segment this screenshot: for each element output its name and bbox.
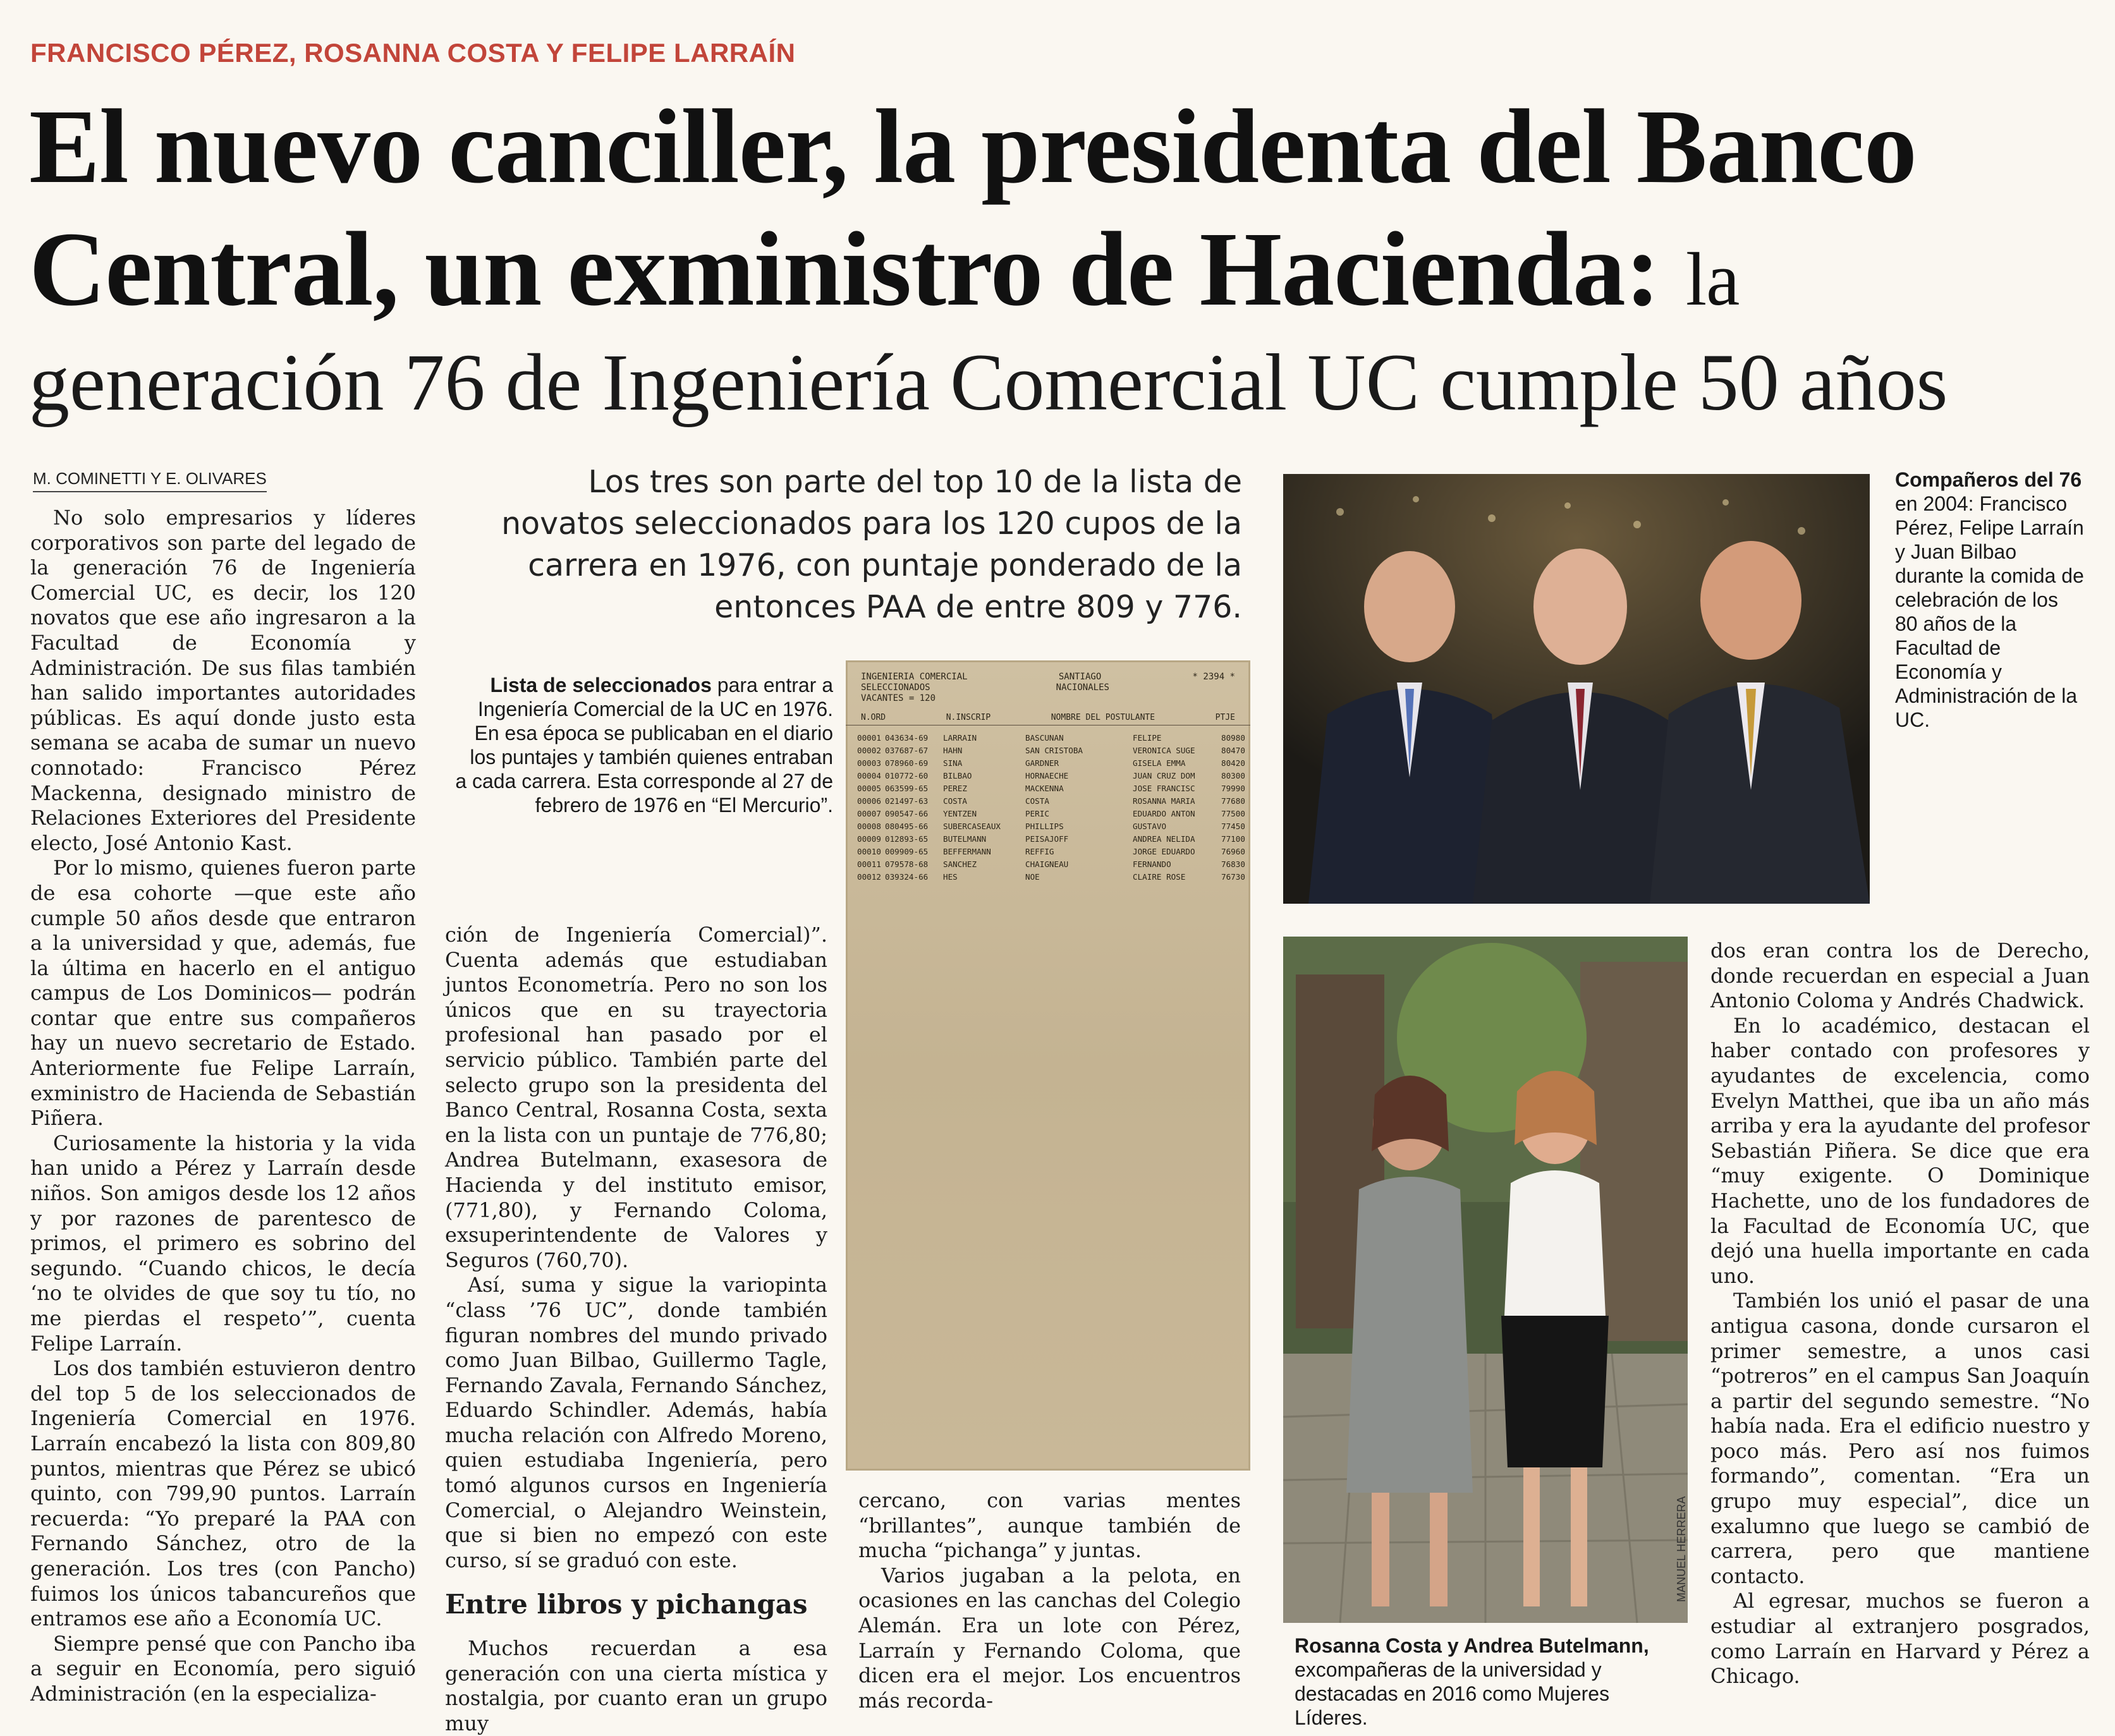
document-cell: 00007	[857, 809, 881, 818]
document-cell: 078960-69	[885, 758, 929, 768]
document-cell: 79990	[1221, 784, 1245, 793]
document-cell: SUBERCASEAUX	[943, 822, 1001, 831]
document-cell: SINA	[943, 758, 963, 768]
photo-two-women-art	[1283, 937, 1688, 1623]
col3-paragraph: Varios jugaban a la pelota, en ocasiones en las canchas del Colegio Alemán. Era un lote con Pérez, Larraín y Fernando Coloma, que dicen era el mejor. Los encuentros más recorda-	[858, 1563, 1241, 1713]
document-cell: LARRAIN	[943, 733, 977, 743]
document-cell: PEISAJOFF	[1025, 834, 1069, 844]
document-cell: SANCHEZ	[943, 859, 977, 869]
document-cell: 80420	[1221, 758, 1245, 768]
document-cell: JOSE FRANCISC	[1133, 784, 1195, 793]
document-header-left: VACANTES = 120	[861, 693, 936, 703]
byline: M. COMINETTI Y E. OLIVARES	[33, 469, 267, 492]
document-col-header: PTJE	[1215, 713, 1235, 722]
document-cell: GUSTAVO	[1133, 822, 1167, 831]
col1-paragraph: Siempre pensé que con Pancho iba a seguir en Economía, pero siguió Administración (en la especializa-	[30, 1631, 416, 1706]
document-cell: SAN CRISTOBA	[1025, 746, 1083, 755]
article-column-4	[1710, 938, 2090, 1689]
photo2-caption-text: excompañeras de la universidad y destacadas en 2016 como Mujeres Líderes.	[1295, 1658, 1610, 1729]
subhead: generación 76 de Ingeniería Comercial UC cumple 50 años	[29, 337, 1948, 427]
document-row	[857, 795, 1245, 808]
photo1-caption-bold: Compañeros del 76	[1895, 468, 2082, 491]
col1-paragraph: Curiosamente la historia y la vida han unido a Pérez y Larraín desde niños. Son amigos desde los 12 años y por razones de parentesco de primos, el primero es sobrino del segundo. “Cuando chicos, le decía ‘no te olvides de que soy tu tío, no me pierdas el respeto’”, cuenta Felipe Larraín.	[30, 1131, 416, 1356]
document-cell: JUAN CRUZ DOM	[1133, 771, 1195, 780]
document-cell: 77100	[1221, 834, 1245, 844]
photo-credit: MANUEL HERRERA	[1675, 1496, 1688, 1602]
document-row	[857, 757, 1245, 770]
document-cell: GARDNER	[1025, 758, 1059, 768]
document-header-center: NACIONALES	[1056, 683, 1109, 693]
document-cell: 80470	[1221, 746, 1245, 755]
document-cell: BEFFERMANN	[943, 847, 991, 856]
document-cell: CLAIRE ROSE	[1133, 872, 1186, 882]
document-row	[857, 846, 1245, 858]
document-cell: HORNAECHE	[1025, 771, 1069, 780]
document-cell: 021497-63	[885, 796, 929, 806]
document-cell: EDUARDO ANTON	[1133, 809, 1195, 818]
col4-paragraph: También los unió el pasar de una antigua casona, donde cursaron el primer semestre, a unos casi “potreros” en el campus San Joaquín a partir del segundo semestre. “No había nada. Era el edificio nuestro y poco más. Pero así nos fuimos formando”, comentan. “Era un grupo muy especial”, dice un exalumno que luego se cambió de carrera, pero que mantiene contacto.	[1710, 1289, 2090, 1588]
document-cell: HAHN	[943, 746, 963, 755]
deck-summary: Los tres son parte del top 10 de la lista de novatos seleccionados para los 120 cupos de la carrera en 1976, con puntaje ponderado de la entonces PAA de entre 809 y 776.	[501, 464, 1242, 625]
photo-three-men-art	[1283, 474, 1870, 904]
document-header	[846, 660, 1250, 704]
document-cell: 00008	[857, 822, 881, 831]
document-cell: GISELA EMMA	[1133, 758, 1186, 768]
document-cell: HES	[943, 872, 958, 882]
document-cell: 090547-66	[885, 809, 929, 818]
document-cell: 77450	[1221, 822, 1245, 831]
col3-paragraph: cercano, con varias mentes “brillantes”, aunque también de mucha “pichanga” y juntas.	[858, 1488, 1241, 1563]
document-cell: 00003	[857, 758, 881, 768]
document-cell: 76830	[1221, 859, 1245, 869]
document-cell: 80980	[1221, 733, 1245, 743]
photo2-caption	[1295, 1634, 1686, 1730]
document-cell: 00011	[857, 859, 881, 869]
document-cell: 009909-65	[885, 847, 929, 856]
document-cell: 043634-69	[885, 733, 929, 743]
document-row	[857, 858, 1245, 871]
document-cell: 00002	[857, 746, 881, 755]
col2-paragraph: ción de Ingeniería Comercial)”. Cuenta además que estudiaban juntos Econometría. Pero no son los únicos que en su trayectoria profesional han pasado por el servicio público. También parte del selecto grupo son la presidenta del Banco Central, Rosanna Costa, sexta en la lista con un puntaje de 776,80; Andrea Butelmann, exasesora de Hacienda y del instituto emisor, (771,80), y Fernando Coloma, exsuperintendente de Valores y Seguros (760,70).	[445, 923, 827, 1272]
col4-paragraph: En lo académico, destacan el haber contado con profesores y ayudantes de excelencia, como Evelyn Matthei, que iba un año más arriba y era la ayudante del profesor Sebastián Piñera. Se dice que era “muy exigente. O Dominique Hachette, uno de los fundadores de la Facultad de Economía UC, que dejó una huella importante en cada uno.	[1710, 1013, 2090, 1288]
document-cell: 76960	[1221, 847, 1245, 856]
selection-list-photo	[846, 660, 1250, 1471]
photo-two-women	[1283, 937, 1688, 1623]
document-cell: 77500	[1221, 809, 1245, 818]
col1-paragraph: No solo empresarios y líderes corporativos son parte del legado de la generación 76 de Ingeniería Comercial UC, es decir, los 120 novatos que ese año ingresaron a la Facultad de Economía y Administración. De sus filas también han salido importantes autoridades públicas. Es aquí donde justo esta semana se acaba de sumar un nuevo connotado: Francisco Pérez Mackenna, designado ministro de Relaciones Exteriores del Presidente electo, José Antonio Kast.	[30, 506, 416, 855]
document-cell: ROSANNA MARIA	[1133, 796, 1195, 806]
document-header-left: INGENIERIA COMERCIAL	[861, 672, 968, 682]
document-row	[857, 808, 1245, 820]
document-cell: PERIC	[1025, 809, 1049, 818]
document-cell: ANDREA NELIDA	[1133, 834, 1195, 844]
document-cell: 079578-68	[885, 859, 929, 869]
document-header-left: SELECCIONADOS	[861, 683, 930, 693]
document-cell: 080495-66	[885, 822, 929, 831]
photo-three-men	[1283, 474, 1870, 904]
headline-bold: El nuevo canciller, la presidenta del Banco Central, un exministro de Hacienda:	[29, 88, 1917, 328]
document-row	[857, 871, 1245, 883]
document-cell: 037687-67	[885, 746, 929, 755]
photo2-caption-bold: Rosanna Costa y Andrea Butelmann,	[1295, 1634, 1649, 1657]
document-cell: 76730	[1221, 872, 1245, 882]
document-column-headers	[846, 704, 1250, 725]
document-row	[857, 732, 1245, 744]
document-row	[857, 820, 1245, 833]
section-heading: Entre libros y pichangas	[445, 1589, 808, 1620]
document-cell: REFFIG	[1025, 847, 1054, 856]
document-cell: COSTA	[943, 796, 967, 806]
document-cell: PHILLIPS	[1025, 822, 1064, 831]
document-cell: COSTA	[1025, 796, 1049, 806]
headline-light: la	[1685, 237, 1740, 321]
kicker: FRANCISCO PÉREZ, ROSANNA COSTA Y FELIPE LARRAÍN	[30, 38, 796, 68]
document-cell: 00004	[857, 771, 881, 780]
document-header-center: SANTIAGO	[1058, 672, 1102, 682]
document-cell: FELIPE	[1133, 733, 1162, 743]
document-cell: JORGE EDUARDO	[1133, 847, 1195, 856]
photo1-caption	[1895, 468, 2085, 732]
document-cell: MACKENNA	[1025, 784, 1064, 793]
document-col-header: N.INSCRIP	[946, 713, 991, 722]
document-cell: PEREZ	[943, 784, 967, 793]
document-cell: 039324-66	[885, 872, 929, 882]
document-cell: BILBAO	[943, 771, 972, 780]
document-cell: 00009	[857, 834, 881, 844]
col1-paragraph: Los dos también estuvieron dentro del top 5 de los seleccionados de Ingeniería Comercial en 1976. Larraín encabezó la lista con 809,80 puntos, mientras que Pérez se ubicó quinto, con 799,90 puntos. Larraín recuerda: “Yo preparé la PAA con Fernando Sánchez, otro de la generación. Los tres (con Pancho) fuimos los únicos tabancureños que entramos ese año a Economía UC.	[30, 1356, 416, 1631]
document-row	[857, 744, 1245, 757]
col2-paragraph: Muchos recuerdan a esa generación con una cierta mística y nostalgia, por cuanto eran un grupo muy	[445, 1636, 827, 1735]
document-cell: 012893-65	[885, 834, 929, 844]
col4-paragraph: dos eran contra los de Derecho, donde recuerdan en especial a Juan Antonio Coloma y Andrés Chadwick.	[1710, 938, 2090, 1013]
document-header-right: * 2394 *	[1192, 672, 1235, 682]
document-cell: 063599-65	[885, 784, 929, 793]
article-column-2	[445, 923, 827, 1736]
col4-paragraph: Al egresar, muchos se fueron a estudiar al extranjero posgrados, como Larraín en Harvard y Pérez a Chicago.	[1710, 1589, 2090, 1689]
document-caption-bold: Lista de seleccionados	[490, 674, 712, 696]
document-cell: 80300	[1221, 771, 1245, 780]
document-cell: 00001	[857, 733, 881, 743]
document-cell: CHAIGNEAU	[1025, 859, 1069, 869]
article-column-3	[858, 1488, 1241, 1713]
document-row	[857, 770, 1245, 782]
article-column-1	[30, 506, 416, 1707]
col2-paragraph: Así, suma y sigue la variopinta “class ’76 UC”, donde también figuran nombres del mundo privado como Juan Bilbao, Guillermo Tagle, Fernando Zavala, Fernando Sánchez, Eduardo Schindler. Además, había mucha relación con Alfredo Moreno, quien estudiaba Ingeniería, pero tomó algunos cursos en Ingeniería Comercial, o Alejandro Weinstein, que si bien no empezó con este curso, sí se graduó con este.	[445, 1273, 827, 1572]
document-col-header: NOMBRE DEL POSTULANTE	[1051, 713, 1155, 722]
photo1-caption-text: en 2004: Francisco Pérez, Felipe Larraín y Juan Bilbao durante la comida de celebración de los 80 años de la Facultad de Economía y Administración de la UC.	[1895, 492, 2084, 731]
document-cell: NOE	[1025, 872, 1040, 882]
document-cell: VERONICA SUGE	[1133, 746, 1195, 755]
document-cell: BUTELMANN	[943, 834, 987, 844]
document-caption	[454, 673, 833, 817]
document-cell: 00012	[857, 872, 881, 882]
document-cell: 00006	[857, 796, 881, 806]
headline	[29, 85, 2090, 341]
document-row	[857, 833, 1245, 846]
document-cell: 00010	[857, 847, 881, 856]
document-cell: 010772-60	[885, 771, 929, 780]
document-col-header: N.ORD	[861, 713, 886, 722]
document-cell: BASCUNAN	[1025, 733, 1064, 743]
col1-paragraph: Por lo mismo, quienes fueron parte de esa cohorte —que este año cumple 50 años desde que entraron a la universidad y que, además, fue la última en hacerlo en el antiguo campus de Los Dominicos— podrán contar que entre sus compañeros hay un nuevo secretario de Estado. Anteriormente fue Felipe Larraín, exministro de Hacienda de Sebastián Piñera.	[30, 856, 416, 1131]
document-cell: 77680	[1221, 796, 1245, 806]
document-cell: FERNANDO	[1133, 859, 1171, 869]
document-cell: YENTZEN	[943, 809, 977, 818]
document-list	[846, 725, 1250, 883]
document-caption-text: para entrar a Ingeniería Comercial de la UC en 1976. En esa época se publicaban en el diario los puntajes y también quienes entraban a cada carrera. Esta corresponde al 27 de febrero de 1976 en “El Mercurio”.	[455, 674, 833, 816]
document-row	[857, 782, 1245, 795]
document-cell: 00005	[857, 784, 881, 793]
